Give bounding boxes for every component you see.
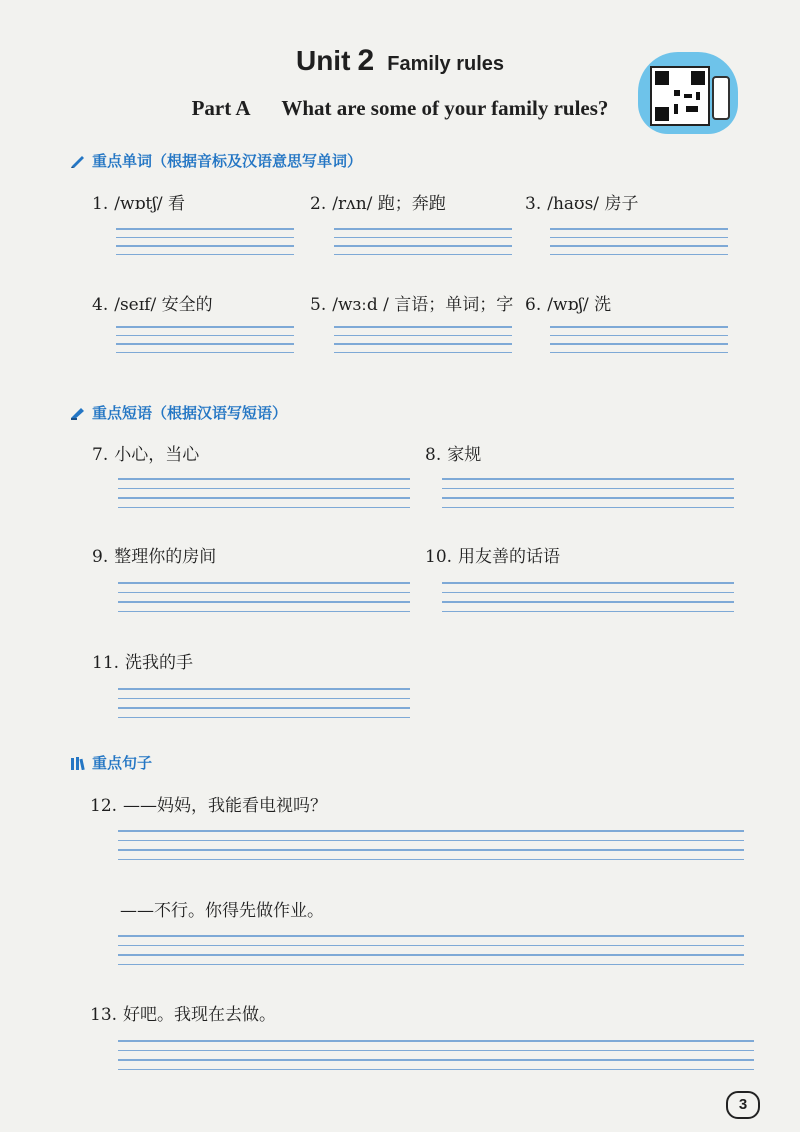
answer-lines-phrase-10[interactable] [442,582,734,620]
answer-lines-word-3[interactable] [550,228,728,262]
qr-code-icon [650,66,710,126]
books-icon [70,756,86,770]
sentence-item-12-question: 12. ——妈妈，我能看电视吗？ [90,796,328,816]
answer-lines-sentence-12b[interactable] [118,935,744,973]
phrase-item-10: 10. 用友善的话语 [425,547,561,567]
answer-lines-sentence-12a[interactable] [118,830,744,868]
sentence-item-12-answer: ——不行。你得先做作业。 [120,901,324,921]
pen-icon [70,406,86,420]
section-sentences-title: 重点句子 [92,754,153,772]
answer-lines-phrase-9[interactable] [118,582,410,620]
answer-lines-phrase-8[interactable] [442,478,734,516]
answer-lines-word-2[interactable] [334,228,512,262]
word-item-1: 1. /wɒtʃ/ 看 [92,194,185,214]
phrase-item-7: 7. 小心，当心 [92,445,200,465]
answer-lines-word-5[interactable] [334,326,512,360]
answer-lines-word-6[interactable] [550,326,728,360]
unit-word: Unit [295,45,351,76]
phrase-item-8: 8. 家规 [425,445,482,465]
word-item-4: 4. /seɪf/ 安全的 [92,295,213,315]
answer-lines-sentence-13[interactable] [118,1040,754,1078]
unit-number: 2 [357,44,375,77]
unit-name: Family rules [387,53,505,75]
answer-lines-word-1[interactable] [116,228,294,262]
section-words-header [70,150,362,171]
answer-lines-phrase-7[interactable] [118,478,410,516]
section-phrases-header [70,402,287,423]
phrase-item-11: 11. 洗我的手 [92,653,194,673]
word-item-3: 3. /haʊs/ 房子 [525,194,639,214]
phone-icon [712,76,730,120]
qr-code-badge[interactable] [638,52,738,134]
phrase-item-9: 9. 整理你的房间 [92,547,217,567]
answer-lines-word-4[interactable] [116,326,294,360]
sentence-item-13: 13. 好吧。我现在去做。 [90,1005,277,1025]
word-item-5: 5. /wɜːd / 言语；单词；字 [310,295,514,315]
answer-lines-phrase-11[interactable] [118,688,410,726]
section-sentences-header [70,752,152,773]
section-phrases-title: 重点短语（根据汉语写短语） [92,404,288,422]
section-words-title: 重点单词（根据音标及汉语意思写单词） [92,152,363,170]
word-item-6: 6. /wɒʃ/ 洗 [525,295,612,315]
pencil-icon [70,154,86,168]
part-question: What are some of your family rules? [281,96,609,120]
page-number: 3 [726,1091,760,1119]
part-label: Part A [191,96,251,120]
word-item-2: 2. /rʌn/ 跑；奔跑 [310,194,446,214]
